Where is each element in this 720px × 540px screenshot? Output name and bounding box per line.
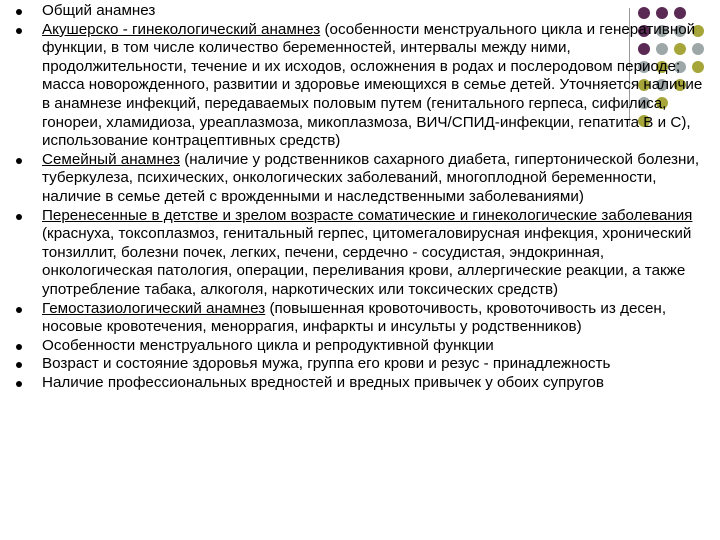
anamnesis-list (16, 2, 706, 392)
list-item-husband (16, 355, 706, 374)
list-item-past-diseases (16, 207, 706, 300)
list-item-hazards (16, 374, 706, 393)
item-text: Возраст и состояние здоровья мужа, группа его крови и резус - принадлежность (42, 355, 611, 373)
bullet-icon (16, 381, 22, 387)
item-title: Перенесенные в детстве и зрелом возрасте соматические и гинекологические заболевания (42, 206, 693, 224)
bullet-icon (16, 158, 22, 164)
list-item-menstrual (16, 337, 706, 356)
item-text: (краснуха, токсоплазмоз, генитальный герпес, цитомегаловирусная инфекция, хронический тонзиллит, болезни почек, легких, печени, сердечно - сосудистая, эндокринная, онкологическая патология, операции, переливания крови, аллергические реакции, а также употребление табака, алкоголя, наркотических или токсических средств) (42, 225, 692, 298)
item-text: (особенности менструального цикла и генеративной функции, в том числе количество беременностей, интервалы между ними, продолжительности, течение и их исходов, осложнения в родах и послеродовом периоде; масса новорожденного, развитии и здоровье имеющихся в семье детей. Уточняется наличие в анамнезе инфекций, передаваемых половым путем (генитального герпеса, сифилиса, гонореи, хламидиоза, уреаплазмоза, микоплазмоза, ВИЧ/СПИД-инфекции, гепатита В и С), использование контрацептивных средств) (42, 20, 703, 150)
bullet-icon (16, 344, 22, 350)
item-text: (повышенная кровоточивость, кровоточивость из десен, носовые кровотечения, меноррагия, инфаркты и инсульты у родственников) (42, 299, 667, 336)
list-item-general (16, 2, 706, 21)
bullet-icon (16, 9, 22, 15)
list-item-obstetric (16, 21, 706, 151)
item-title: Гемостазиологический анамнез (42, 299, 266, 317)
item-title: Акушерско - гинекологический анамнез (42, 20, 321, 38)
bullet-icon (16, 362, 22, 368)
bullet-icon (16, 28, 22, 34)
item-text: (наличие у родственников сахарного диабета, гипертонической болезни, туберкулеза, психических, онкологических заболеваний, многоплодной беременности, наличие в семье детей с врожденными и наследственными заболеваниями) (42, 150, 700, 205)
item-title: Семейный анамнез (42, 150, 180, 168)
item-text: Особенности менструального цикла и репродуктивной функции (42, 336, 494, 354)
list-item-hemostasis (16, 300, 706, 337)
item-text: Наличие профессиональных вредностей и вредных привычек у обоих супругов (42, 373, 604, 391)
bullet-icon (16, 307, 22, 313)
list-item-family (16, 151, 706, 207)
bullet-icon (16, 214, 22, 220)
item-title: Общий анамнез (42, 2, 156, 19)
